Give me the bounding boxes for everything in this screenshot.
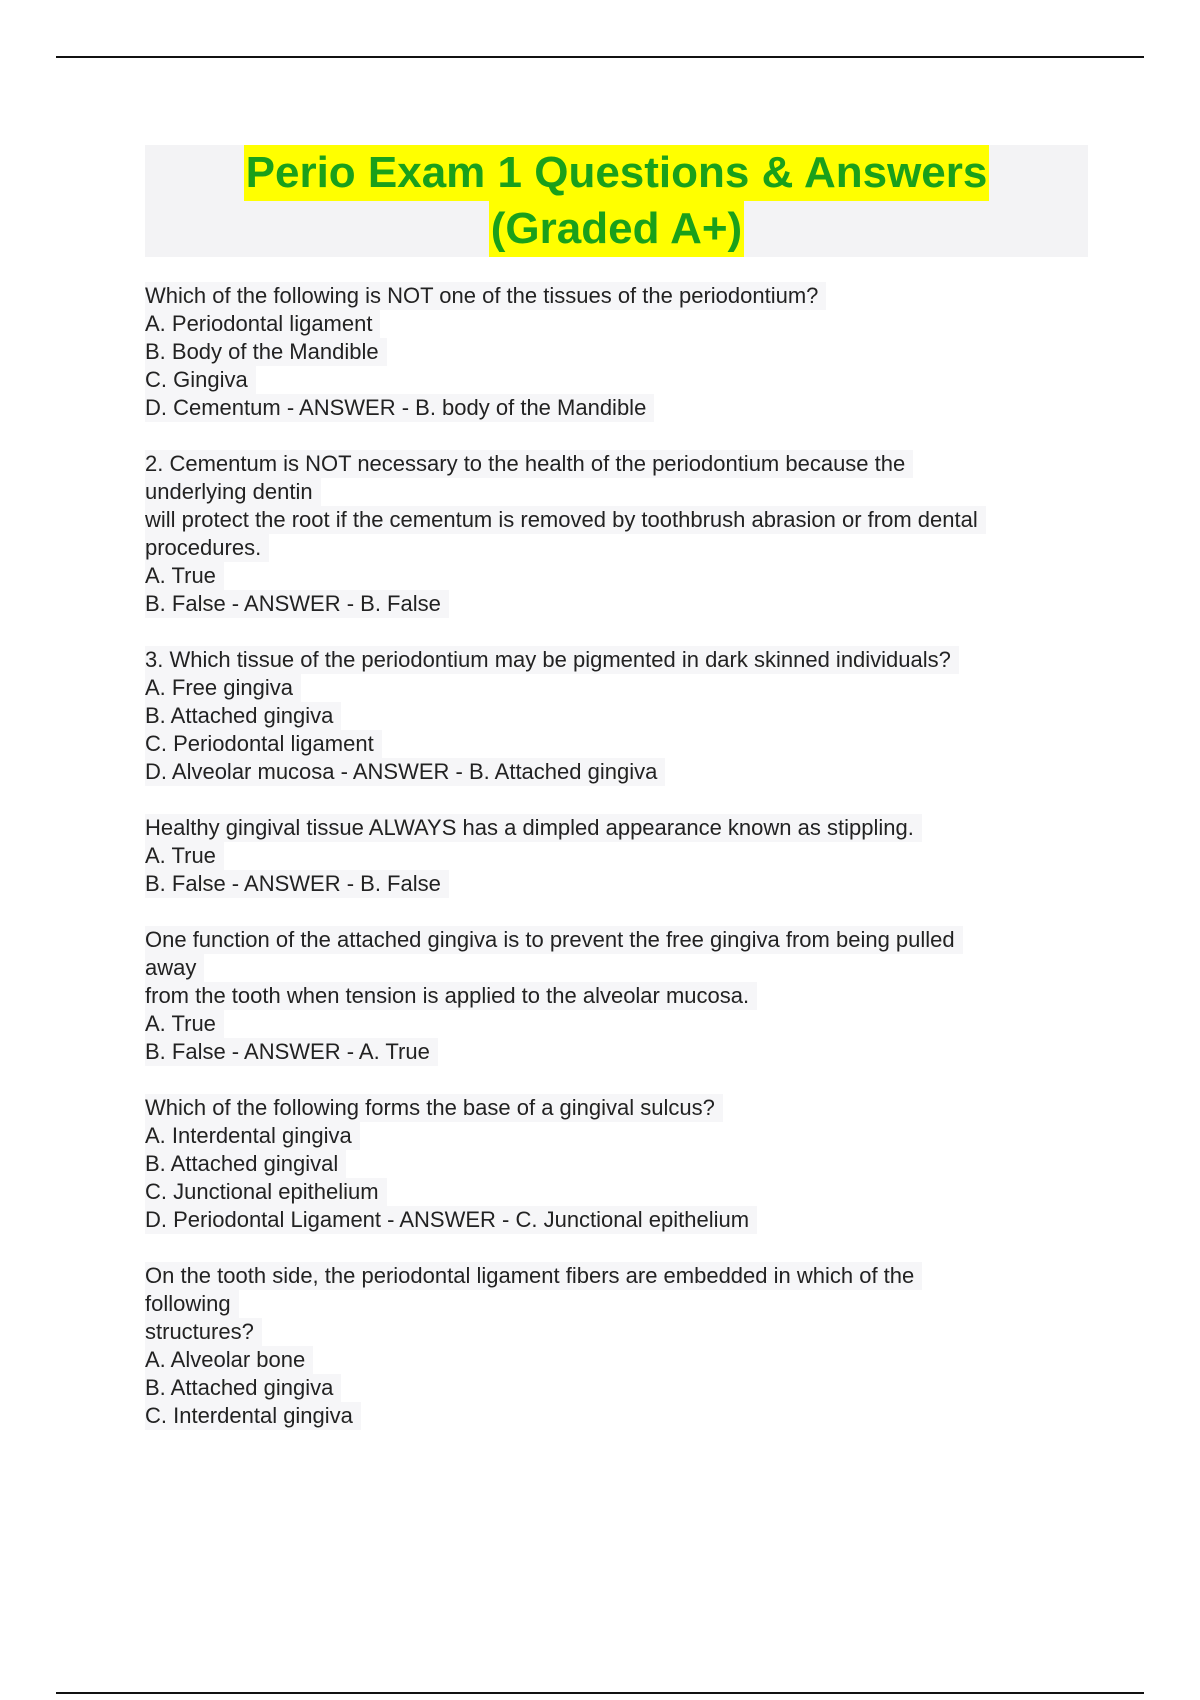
answer-option: C. Periodontal ligament: [145, 730, 382, 758]
question-text: underlying dentin: [145, 478, 321, 506]
question-text: 2. Cementum is NOT necessary to the health of the periodontium because the: [145, 450, 913, 478]
page-title-line-2: (Graded A+): [489, 201, 744, 257]
answer-option: B. Attached gingival: [145, 1150, 346, 1178]
answer-option: A. Free gingiva: [145, 674, 301, 702]
answer-option-with-answer: B. False - ANSWER - A. True: [145, 1038, 438, 1066]
answer-option: C. Interdental gingiva: [145, 1402, 361, 1430]
answer-option-with-answer: D. Cementum - ANSWER - B. body of the Mandible: [145, 394, 654, 422]
question-text: Healthy gingival tissue ALWAYS has a dimpled appearance known as stippling.: [145, 814, 922, 842]
answer-option-with-answer: B. False - ANSWER - B. False: [145, 870, 449, 898]
question-block-6: [145, 1094, 1075, 1234]
answer-option: A. Periodontal ligament: [145, 310, 380, 338]
question-text: will protect the root if the cementum is removed by toothbrush abrasion or from dental: [145, 506, 986, 534]
question-text: One function of the attached gingiva is to prevent the free gingiva from being pulled: [145, 926, 963, 954]
question-text: structures?: [145, 1318, 262, 1346]
question-list: [145, 282, 1075, 1458]
question-block-2: [145, 450, 1075, 618]
answer-option: C. Gingiva: [145, 366, 256, 394]
top-rule: [56, 56, 1144, 58]
question-block-1: [145, 282, 1075, 422]
question-text: 3. Which tissue of the periodontium may be pigmented in dark skinned individuals?: [145, 646, 959, 674]
answer-option: A. Alveolar bone: [145, 1346, 313, 1374]
question-text: away: [145, 954, 204, 982]
bottom-rule: [56, 1692, 1144, 1694]
question-block-7: [145, 1262, 1075, 1430]
question-text: following: [145, 1290, 239, 1318]
question-block-3: [145, 646, 1075, 786]
answer-option: A. True: [145, 562, 224, 590]
answer-option: A. True: [145, 842, 224, 870]
question-text: Which of the following forms the base of a gingival sulcus?: [145, 1094, 723, 1122]
question-text: Which of the following is NOT one of the tissues of the periodontium?: [145, 282, 826, 310]
answer-option: B. Attached gingiva: [145, 1374, 341, 1402]
answer-option: C. Junctional epithelium: [145, 1178, 387, 1206]
question-text: On the tooth side, the periodontal ligament fibers are embedded in which of the: [145, 1262, 922, 1290]
answer-option: A. Interdental gingiva: [145, 1122, 360, 1150]
question-block-4: [145, 814, 1075, 898]
page-title-line-1: Perio Exam 1 Questions & Answers: [244, 145, 990, 201]
question-text: procedures.: [145, 534, 269, 562]
question-block-5: [145, 926, 1075, 1066]
answer-option: A. True: [145, 1010, 224, 1038]
title-band: [145, 145, 1088, 257]
answer-option: B. Body of the Mandible: [145, 338, 387, 366]
answer-option-with-answer: B. False - ANSWER - B. False: [145, 590, 449, 618]
answer-option: B. Attached gingiva: [145, 702, 341, 730]
answer-option-with-answer: D. Alveolar mucosa - ANSWER - B. Attached gingiva: [145, 758, 665, 786]
question-text: from the tooth when tension is applied to the alveolar mucosa.: [145, 982, 757, 1010]
answer-option-with-answer: D. Periodontal Ligament - ANSWER - C. Junctional epithelium: [145, 1206, 757, 1234]
